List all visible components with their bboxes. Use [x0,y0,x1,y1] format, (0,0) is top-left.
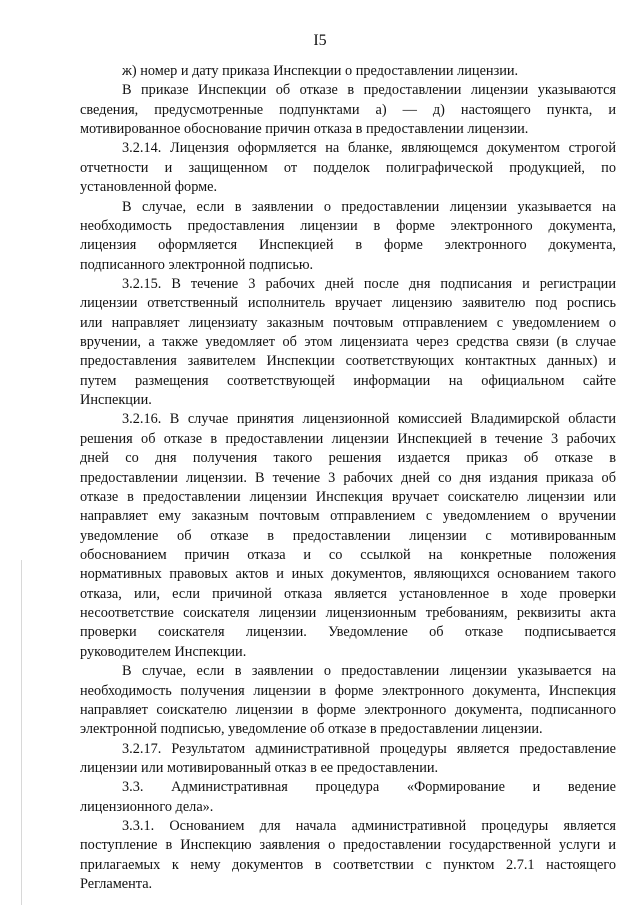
text-line: предоставлении лицензии. В течение 3 рабочих дней со дня издания приказа об [80,469,616,486]
text-line: отказе в предоставлении лицензии Инспекция вручает соискателю лицензии или [80,488,616,505]
text-line: 3.2.16. В случае принятия лицензионной комиссией Владимирской области [122,411,616,428]
text-line: направляет ему заказным почтовым отправлением с уведомлением о вручении [80,508,616,525]
text-line: дней со дня получения такого решения издается приказ об отказе в [80,450,616,467]
text-line: Регламента. [80,876,153,893]
text-line: направляет соискателю лицензии в форме электронного документа, подписанного [80,701,616,718]
text-line: несоответствие соискателя лицензии лицензионным требованиям, реквизиты акта [80,605,616,622]
text-line: 3.2.15. В течение 3 рабочих дней после дня подписания и регистрации [122,275,616,292]
text-line: лицензионного дела». [80,798,214,815]
text-line: решения об отказе в предоставлении лицензии Инспекцией в течение 3 рабочих [80,430,616,447]
page-number: I5 [313,32,327,49]
text-line: ж) номер и дату приказа Инспекции о предоставлении лицензии. [122,63,519,79]
text-line: электронной подписью, уведомление об отказе в предоставлении лицензии. [80,721,543,738]
text-line: 3.3. Административная процедура «Формирование и ведение [122,779,616,796]
text-line: сведения, предусмотренные подпунктами а) — д) настоящего пункта, и [80,101,616,118]
text-line: подписанного электронной подписью. [80,256,314,273]
text-line: отказа, или, если причиной отказа является установленное в ходе проверки [80,585,616,602]
text-line: обоснованием причин отказа и со ссылкой на конкретные положения [80,546,616,563]
text-line: Инспекции. [80,392,152,409]
text-line: В случае, если в заявлении о предоставлении лицензии указывается на [122,663,616,680]
text-line: 3.2.17. Результатом административной процедуры является предоставление [122,740,616,757]
document-body [80,62,616,894]
text-line: руководителем Инспекции. [80,643,247,660]
text-line: предоставления заявителем Инспекции соответствующих контактных данных) и [80,353,616,370]
text-line: прилагаемых к нему документов в соответствии с пунктом 2.7.1 настоящего [80,856,616,873]
text-line: лицензии ответственный исполнитель вручает лицензию заявителю под роспись [80,295,616,312]
text-line: В случае, если в заявлении о предоставлении лицензии указывается на [122,198,616,215]
text-line: путем размещения соответствующей информации на официальном сайте [80,372,616,389]
text-line: лицензии или мотивированный отказ в ее предоставлении. [80,759,439,776]
text-line: мотивированное обоснование причин отказа в предоставлении лицензии. [80,121,529,138]
text-line: поступление в Инспекцию заявления о предоставлении государственной услуги и [80,837,616,854]
text-line: вручении, а также уведомляет об этом лицензиата через средства связи (в случае [80,334,616,351]
text-line: лицензия оформляется Инспекцией в форме электронного документа, [80,237,616,254]
text-line: В приказе Инспекции об отказе в предоставлении лицензии указываются [122,82,616,99]
text-line: нормативных правовых актов и иных документов, являющихся основанием такого [80,566,616,583]
text-line: отчетности и защищенном от подделок полиграфической продукцией, по [80,159,616,176]
text-line: уведомление об отказе в предоставлении лицензии с мотивированным [80,527,616,544]
text-line: необходимость предоставления лицензии в форме электронного документа, [80,217,616,234]
scan-edge-mark [21,560,22,905]
text-line: 3.3.1. Основанием для начала административной процедуры является [122,818,616,835]
text-line: 3.2.14. Лицензия оформляется на бланке, являющемся документом строгой [122,140,616,157]
text-line: необходимость получения лицензии в форме электронного документа, Инспекция [80,682,616,699]
text-line: или направляет лицензиату заказным почтовым отправлением с уведомлением о [80,314,616,331]
text-line: проверки соискателя лицензии. Уведомление об отказе подписывается [80,624,616,641]
text-line: установленной форме. [80,179,218,196]
